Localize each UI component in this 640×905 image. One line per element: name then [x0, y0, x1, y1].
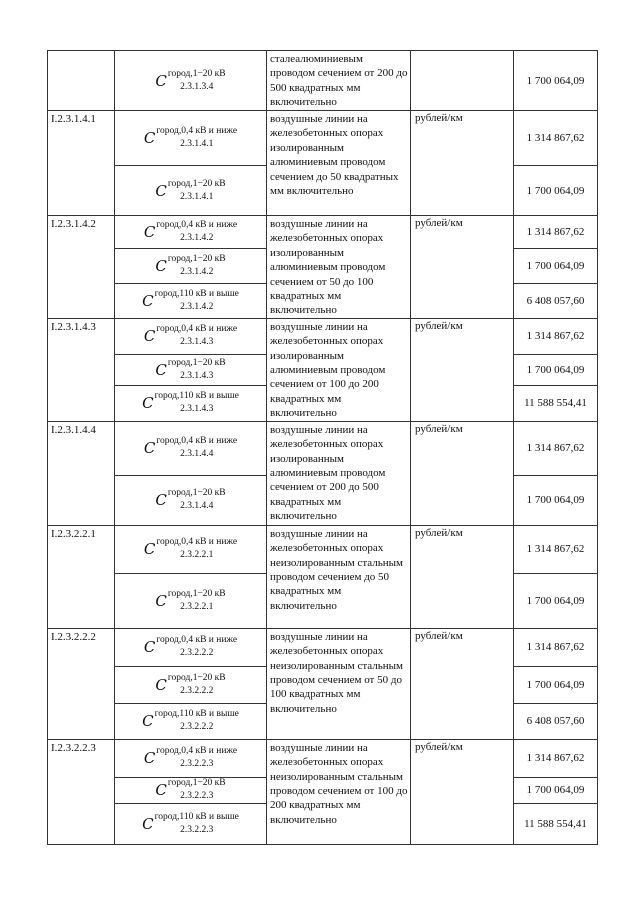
- tariff-formula: [142, 391, 239, 415]
- row-unit: рублей/км: [411, 318, 514, 421]
- tariff-symbol-cell: [115, 777, 267, 803]
- tariff-symbol-cell: [115, 216, 267, 249]
- formula-scripts: [156, 436, 237, 460]
- formula-scripts: [168, 778, 226, 802]
- formula-superscript: город,1−20 кВ: [167, 68, 226, 79]
- tariff-formula: [155, 673, 225, 697]
- row-description: воздушные линии на железобетонных опорах неизолированным стальным проводом сечением от 100 до 200 квадратных мм включительно: [267, 739, 411, 844]
- tariff-symbol-cell: [115, 354, 267, 385]
- tariff-formula: [142, 709, 239, 733]
- tariff-symbol-cell: [115, 666, 267, 703]
- formula-superscript: город,0,4 кВ и ниже: [156, 635, 238, 646]
- formula-subscript: 2.3.2.2.2: [180, 722, 214, 733]
- row-code: I.2.3.2.2.2: [48, 628, 115, 739]
- tariff-value: 6 408 057,60: [514, 283, 598, 318]
- formula-scripts: [168, 69, 226, 93]
- tariff-value: 1 314 867,62: [514, 216, 598, 249]
- row-code: I.2.3.1.4.1: [48, 111, 115, 216]
- formula-scripts: [155, 391, 239, 415]
- tariff-symbol-cell: [115, 628, 267, 666]
- formula-scripts: [168, 488, 226, 512]
- formula-scripts: [156, 746, 237, 770]
- formula-superscript: город,110 кВ и выше: [154, 709, 239, 720]
- tariff-formula: [155, 69, 225, 93]
- tariff-value: 1 700 064,09: [514, 666, 598, 703]
- tariff-symbol-cell: [115, 283, 267, 318]
- row-unit: рублей/км: [411, 216, 514, 319]
- row-description: воздушные линии на железобетонных опорах изолированным алюминиевым проводом сечением до 50 квадратных мм включительно: [267, 111, 411, 216]
- tariff-table-body: [48, 51, 598, 845]
- formula-superscript: город,110 кВ и выше: [154, 391, 239, 402]
- tariff-value: 1 700 064,09: [514, 166, 598, 216]
- formula-letter: C: [143, 540, 156, 559]
- formula-subscript: 2.3.1.4.1: [180, 191, 214, 202]
- formula-letter: C: [143, 327, 156, 346]
- row-code: I.2.3.1.4.3: [48, 318, 115, 421]
- row-code: I.2.3.2.2.3: [48, 739, 115, 844]
- formula-subscript: 2.3.1.4.1: [180, 139, 214, 149]
- tariff-formula: [155, 778, 225, 802]
- formula-scripts: [168, 179, 226, 203]
- tariff-value: 1 314 867,62: [514, 525, 598, 573]
- row-description: воздушные линии на железобетонных опорах изолированным алюминиевым проводом сечением от 50 до 100 квадратных мм включительно: [267, 216, 411, 319]
- formula-letter: C: [155, 181, 167, 200]
- formula-subscript: 2.3.2.2.1: [180, 601, 214, 612]
- tariff-formula: [155, 179, 225, 203]
- formula-letter: C: [143, 638, 156, 657]
- row-unit: рублей/км: [411, 739, 514, 844]
- formula-subscript: 2.3.2.2.3: [180, 791, 214, 802]
- tariff-symbol-cell: [115, 525, 267, 573]
- formula-subscript: 2.3.2.2.1: [180, 550, 214, 561]
- formula-letter: C: [142, 712, 154, 731]
- formula-subscript: 2.3.2.2.3: [180, 824, 214, 835]
- tariff-value: 11 588 554,41: [514, 803, 598, 844]
- tariff-formula: [144, 220, 237, 244]
- row-description: воздушные линии на железобетонных опорах изолированным алюминиевым проводом сечением от 200 до 500 квадратных мм включительно: [267, 421, 411, 525]
- formula-subscript: 2.3.1.4.3: [180, 337, 214, 348]
- formula-letter: C: [155, 781, 167, 800]
- formula-scripts: [168, 589, 226, 613]
- formula-scripts: [168, 254, 226, 278]
- formula-scripts: [156, 537, 237, 561]
- tariff-value: 1 700 064,09: [514, 249, 598, 283]
- table-row: [48, 628, 598, 666]
- formula-superscript: город,0,4 кВ и ниже: [156, 436, 238, 447]
- tariff-formula: [144, 324, 237, 348]
- formula-superscript: город,0,4 кВ и ниже: [156, 746, 238, 757]
- formula-subscript: 2.3.1.4.4: [180, 501, 214, 512]
- tariff-symbol-cell: [115, 385, 267, 421]
- formula-letter: C: [155, 675, 167, 694]
- formula-superscript: город,1−20 кВ: [167, 672, 226, 683]
- formula-subscript: 2.3.1.4.3: [180, 404, 214, 415]
- tariff-symbol-cell: [115, 803, 267, 844]
- tariff-table: [47, 50, 598, 845]
- formula-scripts: [155, 289, 239, 313]
- formula-scripts: [156, 324, 237, 348]
- table-row: [48, 216, 598, 249]
- row-description: сталеалюминиевым проводом сечением от 200 до 500 квадратных мм включительно: [267, 51, 411, 111]
- formula-letter: C: [155, 256, 167, 275]
- formula-superscript: город,110 кВ и выше: [154, 288, 239, 299]
- formula-scripts: [155, 812, 239, 836]
- tariff-formula: [144, 537, 237, 561]
- formula-superscript: город,1−20 кВ: [167, 778, 226, 789]
- tariff-value: 11 588 554,41: [514, 385, 598, 421]
- tariff-value: 1 314 867,62: [514, 111, 598, 166]
- tariff-formula: [142, 812, 239, 836]
- formula-subscript: 2.3.1.4.2: [180, 233, 214, 244]
- tariff-symbol-cell: [115, 421, 267, 475]
- formula-subscript: 2.3.1.3.4: [180, 81, 214, 92]
- tariff-formula: [155, 589, 225, 613]
- formula-letter: C: [142, 291, 154, 310]
- formula-superscript: город,0,4 кВ и ниже: [156, 537, 238, 548]
- row-unit: [411, 51, 514, 111]
- row-unit: рублей/км: [411, 628, 514, 739]
- row-code: [48, 51, 115, 111]
- row-code: I.2.3.1.4.2: [48, 216, 115, 319]
- tariff-value: 6 408 057,60: [514, 703, 598, 739]
- tariff-symbol-cell: [115, 703, 267, 739]
- tariff-value: 1 700 064,09: [514, 354, 598, 385]
- table-row: [48, 525, 598, 573]
- formula-letter: C: [143, 749, 156, 768]
- formula-scripts: [156, 220, 237, 244]
- formula-superscript: город,1−20 кВ: [167, 178, 226, 189]
- formula-letter: C: [155, 360, 167, 379]
- formula-subscript: 2.3.1.4.2: [180, 266, 214, 277]
- tariff-formula: [155, 488, 225, 512]
- formula-subscript: 2.3.2.2.2: [180, 685, 214, 696]
- table-row: [48, 111, 598, 166]
- formula-scripts: [156, 126, 237, 150]
- table-row: [48, 318, 598, 354]
- tariff-formula: [144, 436, 237, 460]
- tariff-formula: [144, 746, 237, 770]
- tariff-symbol-cell: [115, 249, 267, 283]
- row-unit: рублей/км: [411, 111, 514, 216]
- formula-superscript: город,1−20 кВ: [167, 357, 226, 368]
- formula-subscript: 2.3.1.4.3: [180, 370, 214, 381]
- tariff-value: 1 700 064,09: [514, 573, 598, 628]
- row-description: воздушные линии на железобетонных опорах изолированным алюминиевым проводом сечением от 100 до 200 квадратных мм включительно: [267, 318, 411, 421]
- tariff-formula: [155, 358, 225, 382]
- tariff-formula: [155, 254, 225, 278]
- formula-scripts: [155, 709, 239, 733]
- tariff-value: 1 314 867,62: [514, 628, 598, 666]
- formula-superscript: город,1−20 кВ: [167, 488, 226, 499]
- row-description: воздушные линии на железобетонных опорах неизолированным стальным проводом сечением до 50 квадратных мм включительно: [267, 525, 411, 628]
- table-row: [48, 51, 598, 111]
- table-row: [48, 421, 598, 475]
- tariff-value: 1 314 867,62: [514, 421, 598, 475]
- formula-subscript: 2.3.2.2.3: [180, 759, 214, 770]
- formula-scripts: [168, 358, 226, 382]
- formula-letter: C: [143, 223, 156, 242]
- tariff-symbol-cell: [115, 51, 267, 111]
- tariff-symbol-cell: [115, 573, 267, 628]
- tariff-symbol-cell: [115, 111, 267, 166]
- tariff-symbol-cell: [115, 475, 267, 525]
- tariff-formula: [142, 289, 239, 313]
- formula-letter: C: [142, 814, 154, 833]
- row-unit: рублей/км: [411, 525, 514, 628]
- formula-scripts: [156, 635, 237, 659]
- formula-letter: C: [143, 129, 156, 147]
- tariff-value: 1 700 064,09: [514, 51, 598, 111]
- row-code: I.2.3.2.2.1: [48, 525, 115, 628]
- tariff-symbol-cell: [115, 318, 267, 354]
- row-code: I.2.3.1.4.4: [48, 421, 115, 525]
- formula-subscript: 2.3.1.4.2: [180, 301, 214, 312]
- formula-superscript: город,110 кВ и выше: [154, 811, 239, 822]
- tariff-value: 1 700 064,09: [514, 777, 598, 803]
- formula-subscript: 2.3.2.2.2: [180, 648, 214, 659]
- formula-letter: C: [143, 439, 156, 458]
- formula-letter: C: [155, 491, 167, 510]
- tariff-value: 1 314 867,62: [514, 739, 598, 777]
- tariff-symbol-cell: [115, 166, 267, 216]
- row-description: воздушные линии на железобетонных опорах неизолированным стальным проводом сечением от 50 до 100 квадратных мм включительно: [267, 628, 411, 739]
- formula-letter: C: [155, 71, 167, 90]
- formula-superscript: город,1−20 кВ: [167, 253, 226, 264]
- tariff-value: 1 700 064,09: [514, 475, 598, 525]
- tariff-value: 1 314 867,62: [514, 318, 598, 354]
- formula-superscript: город,0,4 кВ и ниже: [156, 324, 238, 335]
- formula-superscript: город,0,4 кВ и ниже: [156, 220, 238, 231]
- formula-superscript: город,1−20 кВ: [167, 588, 226, 599]
- formula-letter: C: [155, 591, 167, 610]
- formula-superscript: город,0,4 кВ и ниже: [156, 126, 238, 136]
- tariff-symbol-cell: [115, 739, 267, 777]
- tariff-formula: [144, 126, 237, 150]
- tariff-formula: [144, 635, 237, 659]
- table-row: [48, 739, 598, 777]
- formula-subscript: 2.3.1.4.4: [180, 449, 214, 460]
- formula-letter: C: [142, 394, 154, 413]
- formula-scripts: [168, 673, 226, 697]
- row-unit: рублей/км: [411, 421, 514, 525]
